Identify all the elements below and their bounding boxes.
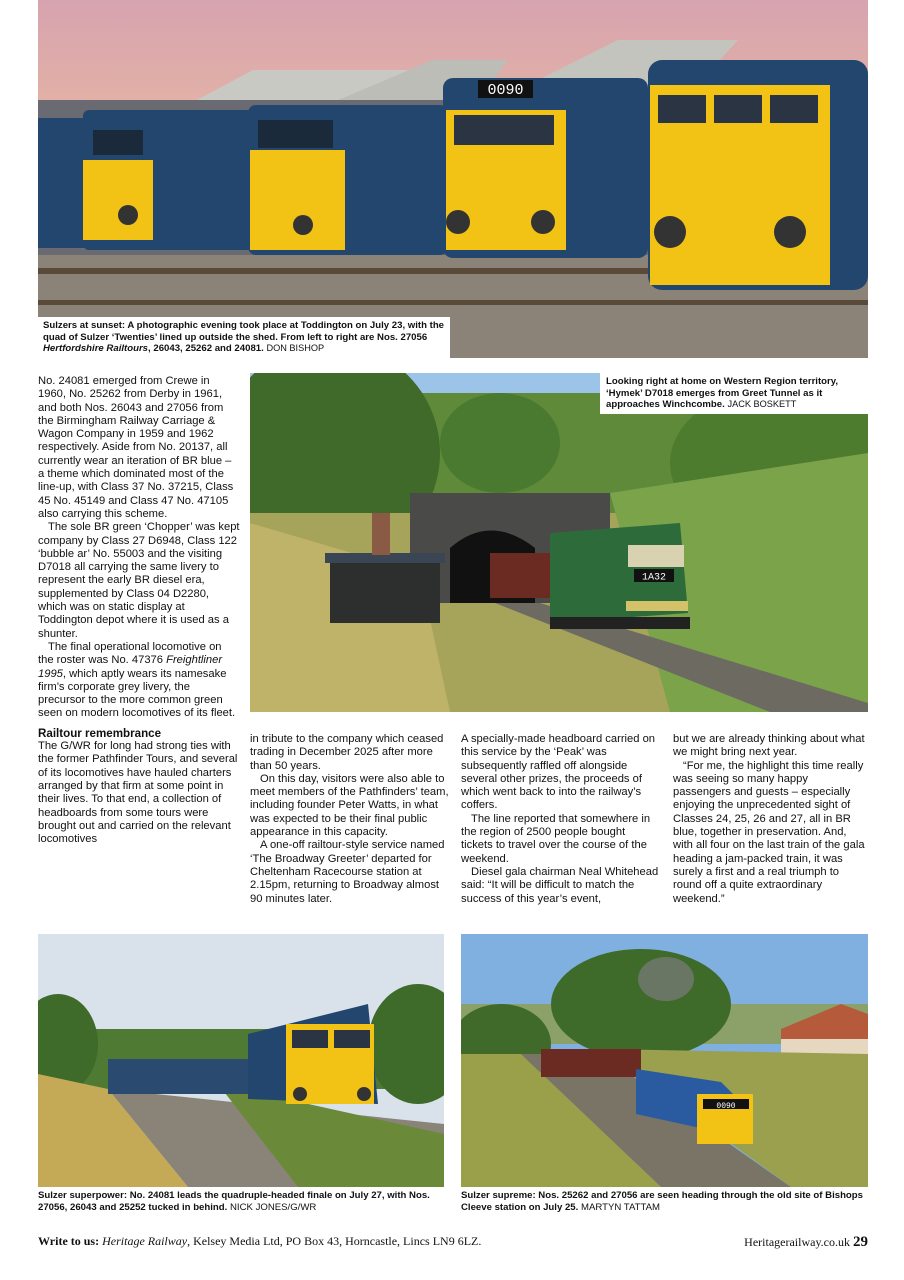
caption-bl-lead: Sulzer superpower: No. 24081 leads the quadruple-headed finale on July 27, with Nos. 27056, 26043 and 25252 tucked in behind. bbox=[38, 1190, 430, 1213]
caption-mid bbox=[600, 373, 869, 414]
credit-br: MARTYN TATTAM bbox=[580, 1201, 661, 1213]
footer-address bbox=[38, 1234, 481, 1249]
headcode-mid: 1A32 bbox=[641, 572, 667, 584]
footer-website: Heritagerailway.co.uk bbox=[744, 1235, 850, 1249]
col3-para3: Diesel gala chairman Neal Whitehead said: “It will be difficult to match the success of this year’s event, bbox=[461, 865, 659, 905]
col1-para3-b: , which aptly wears its namesake firm’s corporate grey livery, the precursor to the more common green seen on modern locomotives of its fleet. bbox=[38, 667, 236, 720]
col2-para1: in tribute to the company which ceased trading in December 2025 after more than 50 years. bbox=[250, 733, 444, 772]
col1-para3 bbox=[38, 641, 240, 721]
footer-write-to: Write to us: bbox=[38, 1234, 100, 1248]
photo-sulzer-superpower bbox=[38, 934, 444, 1187]
headcode-top: 0090 bbox=[487, 82, 524, 99]
page-footer bbox=[38, 1234, 868, 1250]
footer-address-text: , Kelsey Media Ltd, PO Box 43, Horncastle, Lincs LN9 6LZ. bbox=[187, 1234, 482, 1248]
photo-sulzer-supreme bbox=[461, 934, 868, 1187]
col3-para1: A specially-made headboard carried on this service by the ‘Peak’ was subsequently raffled off alongside several other prizes, the proceeds of which went back to into the railway’s coffers. bbox=[461, 733, 656, 812]
footer-magazine: Heritage Railway bbox=[102, 1234, 188, 1248]
col1-para4: The G/WR for long had strong ties with the former Pathfinder Tours, and several of its locomotives have hauled charters arranged by that firm at some point in their lives. To that end, a collection of headboards from some tours were brought out and carried on the relevant locomotives bbox=[38, 740, 238, 846]
caption-bottom-right bbox=[461, 1190, 868, 1213]
section-heading: Railtour remembrance bbox=[38, 726, 162, 740]
page-number: 29 bbox=[853, 1234, 868, 1250]
caption-top bbox=[38, 317, 450, 358]
headcode-br: 0090 bbox=[716, 1102, 736, 1111]
credit-mid: JACK BOSKETT bbox=[727, 399, 797, 410]
caption-top-lead: Sulzers at sunset: A photographic evening took place at Toddington on July 23, with the quad of Sulzer ‘Twenties’ lined up outside the shed. From left to right are Nos. 27056 bbox=[43, 320, 445, 343]
column-4 bbox=[673, 733, 868, 906]
col1-para1: No. 24081 emerged from Crewe in 1960, No. 25262 from Derby in 1961, and both Nos. 26043 and 27056 from the Birmingham Railway Carriage & Wagon Company in 1959 and 1962 respectively. Aside from No. 20137, all currently wear an iteration of BR blue – a theme which dominated most of the line-up, with Class 37 No. 37215, Class 45 No. 45149 and Class 47 No. 47105 also carrying this scheme. bbox=[38, 375, 234, 520]
column-1 bbox=[38, 375, 240, 846]
column-3 bbox=[461, 733, 659, 906]
col2-para2: On this day, visitors were also able to meet members of the Pathfinders’ team, including founder Peter Watts, in what was expected to be their final public appearance in this capacity. bbox=[250, 772, 449, 839]
col3-para2: The line reported that somewhere in the region of 2500 people bought tickets to travel over the course of the weekend. bbox=[461, 812, 651, 865]
caption-bottom-left bbox=[38, 1190, 448, 1213]
col4-para2: “For me, the highlight this time really was seeing so many happy passengers and guests – especially enjoying the unprecedented sight of Classes 24, 25, 26 and 27, all in BR blue, together in preservation. And, with all four on the last train of the gala heading a jam-packed train, it was surely a first and a real triumph to round off a quite extraordinary weekend.” bbox=[673, 759, 865, 905]
credit-bl: NICK JONES/G/WR bbox=[229, 1201, 317, 1213]
photo-sulzers-at-sunset bbox=[38, 0, 868, 358]
caption-top-tail: , 26043, 25262 and 24081. bbox=[148, 343, 264, 355]
col1-para2: The sole BR green ‘Chopper’ was kept company by Class 27 D6948, Class 122 ‘bubble ar’ No. 55003 and the visiting D7018 all carrying the same livery to represent the early BR diesel era, supplemented by Class 04 D2280, which was on static display at Toddington depot where it is used as a shunter. bbox=[38, 521, 240, 640]
footer-right bbox=[744, 1234, 868, 1251]
col1-para3-italic: Freightliner 1995 bbox=[38, 654, 223, 680]
caption-mid-lead: Looking right at home on Western Region territory, ‘Hymek’ D7018 emerges from Greet Tunnel as it approaches Winchcombe. bbox=[606, 376, 839, 411]
caption-top-italic: Hertfordshire Railtours bbox=[43, 343, 149, 355]
credit-top: DON BISHOP bbox=[266, 343, 325, 354]
column-2 bbox=[250, 733, 450, 906]
caption-br-lead: Sulzer supreme: Nos. 25262 and 27056 are seen heading through the old site of Bishops Cleeve station on July 25. bbox=[461, 1190, 863, 1213]
col4-para1: but we are already thinking about what we might bring next year. bbox=[673, 733, 865, 759]
photo-hymek-greet-tunnel bbox=[250, 373, 868, 712]
col2-para3: A one-off railtour-style service named ‘The Broadway Greeter’ departed for Cheltenham Racecourse station at 2.15pm, returning to Broadway almost 90 minutes later. bbox=[250, 839, 445, 905]
col1-para3-a: The final operational locomotive on the roster was No. 47376 bbox=[38, 640, 222, 667]
